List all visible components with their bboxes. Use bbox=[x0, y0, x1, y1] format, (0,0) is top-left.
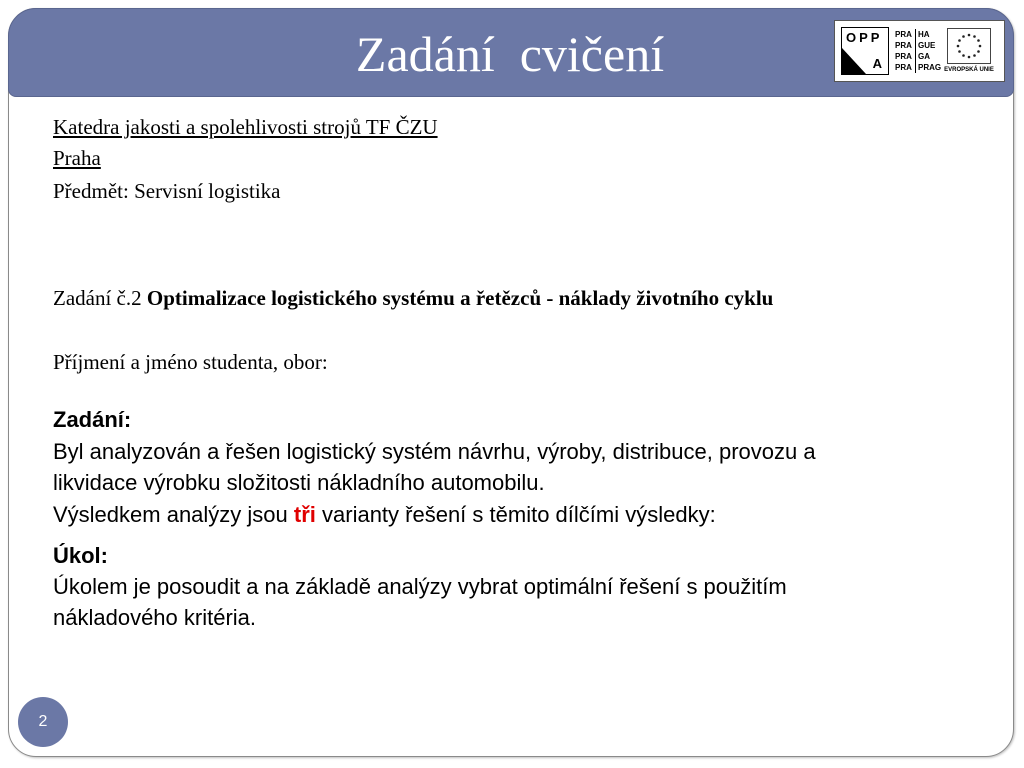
praha-logo-icon bbox=[893, 27, 942, 75]
opp-logo-text: OPP bbox=[846, 30, 883, 45]
assignment-line bbox=[53, 286, 773, 311]
task-line-3-end: varianty řešení s těmito dílčími výsledky: bbox=[315, 502, 716, 527]
page-number: 2 bbox=[18, 697, 68, 747]
task-highlight: tři bbox=[293, 502, 316, 527]
praha-logo-right: HA GUE GA PRAG bbox=[915, 29, 941, 73]
department-line: Katedra jakosti a spolehlivosti strojů TF ČZU bbox=[53, 115, 438, 139]
opp-logo-a: A bbox=[872, 56, 882, 71]
eu-caption: EVROPSKÁ UNIE bbox=[944, 67, 994, 73]
subject-line: Předmět: Servisní logistika bbox=[53, 179, 281, 203]
goal-line-2: nákladového kritéria. bbox=[53, 605, 257, 630]
goal-heading: Úkol: bbox=[53, 543, 108, 568]
praha-logo-left: PRA PRA PRA PRA bbox=[895, 30, 912, 72]
city-line: Praha bbox=[53, 146, 101, 170]
logo-banner bbox=[834, 20, 1005, 82]
eu-logo bbox=[939, 26, 999, 78]
assignment-title: Optimalizace logistického systému a řetězců - náklady životního cyklu bbox=[146, 286, 774, 310]
assignment-prefix: Zadání č.2 bbox=[53, 286, 147, 310]
task-line-3-start: Výsledkem analýzy jsou bbox=[53, 502, 294, 527]
task-line-2: likvidace výrobku složitosti nákladního automobilu. bbox=[53, 470, 545, 495]
student-label: Příjmení a jméno studenta, obor: bbox=[53, 350, 328, 374]
opp-logo-shape bbox=[842, 48, 868, 74]
goal-line-1: Úkolem je posoudit a na základě analýzy vybrat optimální řešení s použitím bbox=[53, 574, 787, 599]
eu-flag-icon bbox=[947, 28, 991, 64]
task-line-3 bbox=[53, 502, 716, 528]
opp-logo-icon bbox=[841, 27, 889, 75]
slide-title: Zadání cvičení bbox=[355, 26, 665, 82]
task-line-1: Byl analyzován a řešen logistický systém návrhu, výroby, distribuce, provozu a bbox=[53, 439, 816, 464]
task-heading: Zadání: bbox=[53, 407, 132, 432]
